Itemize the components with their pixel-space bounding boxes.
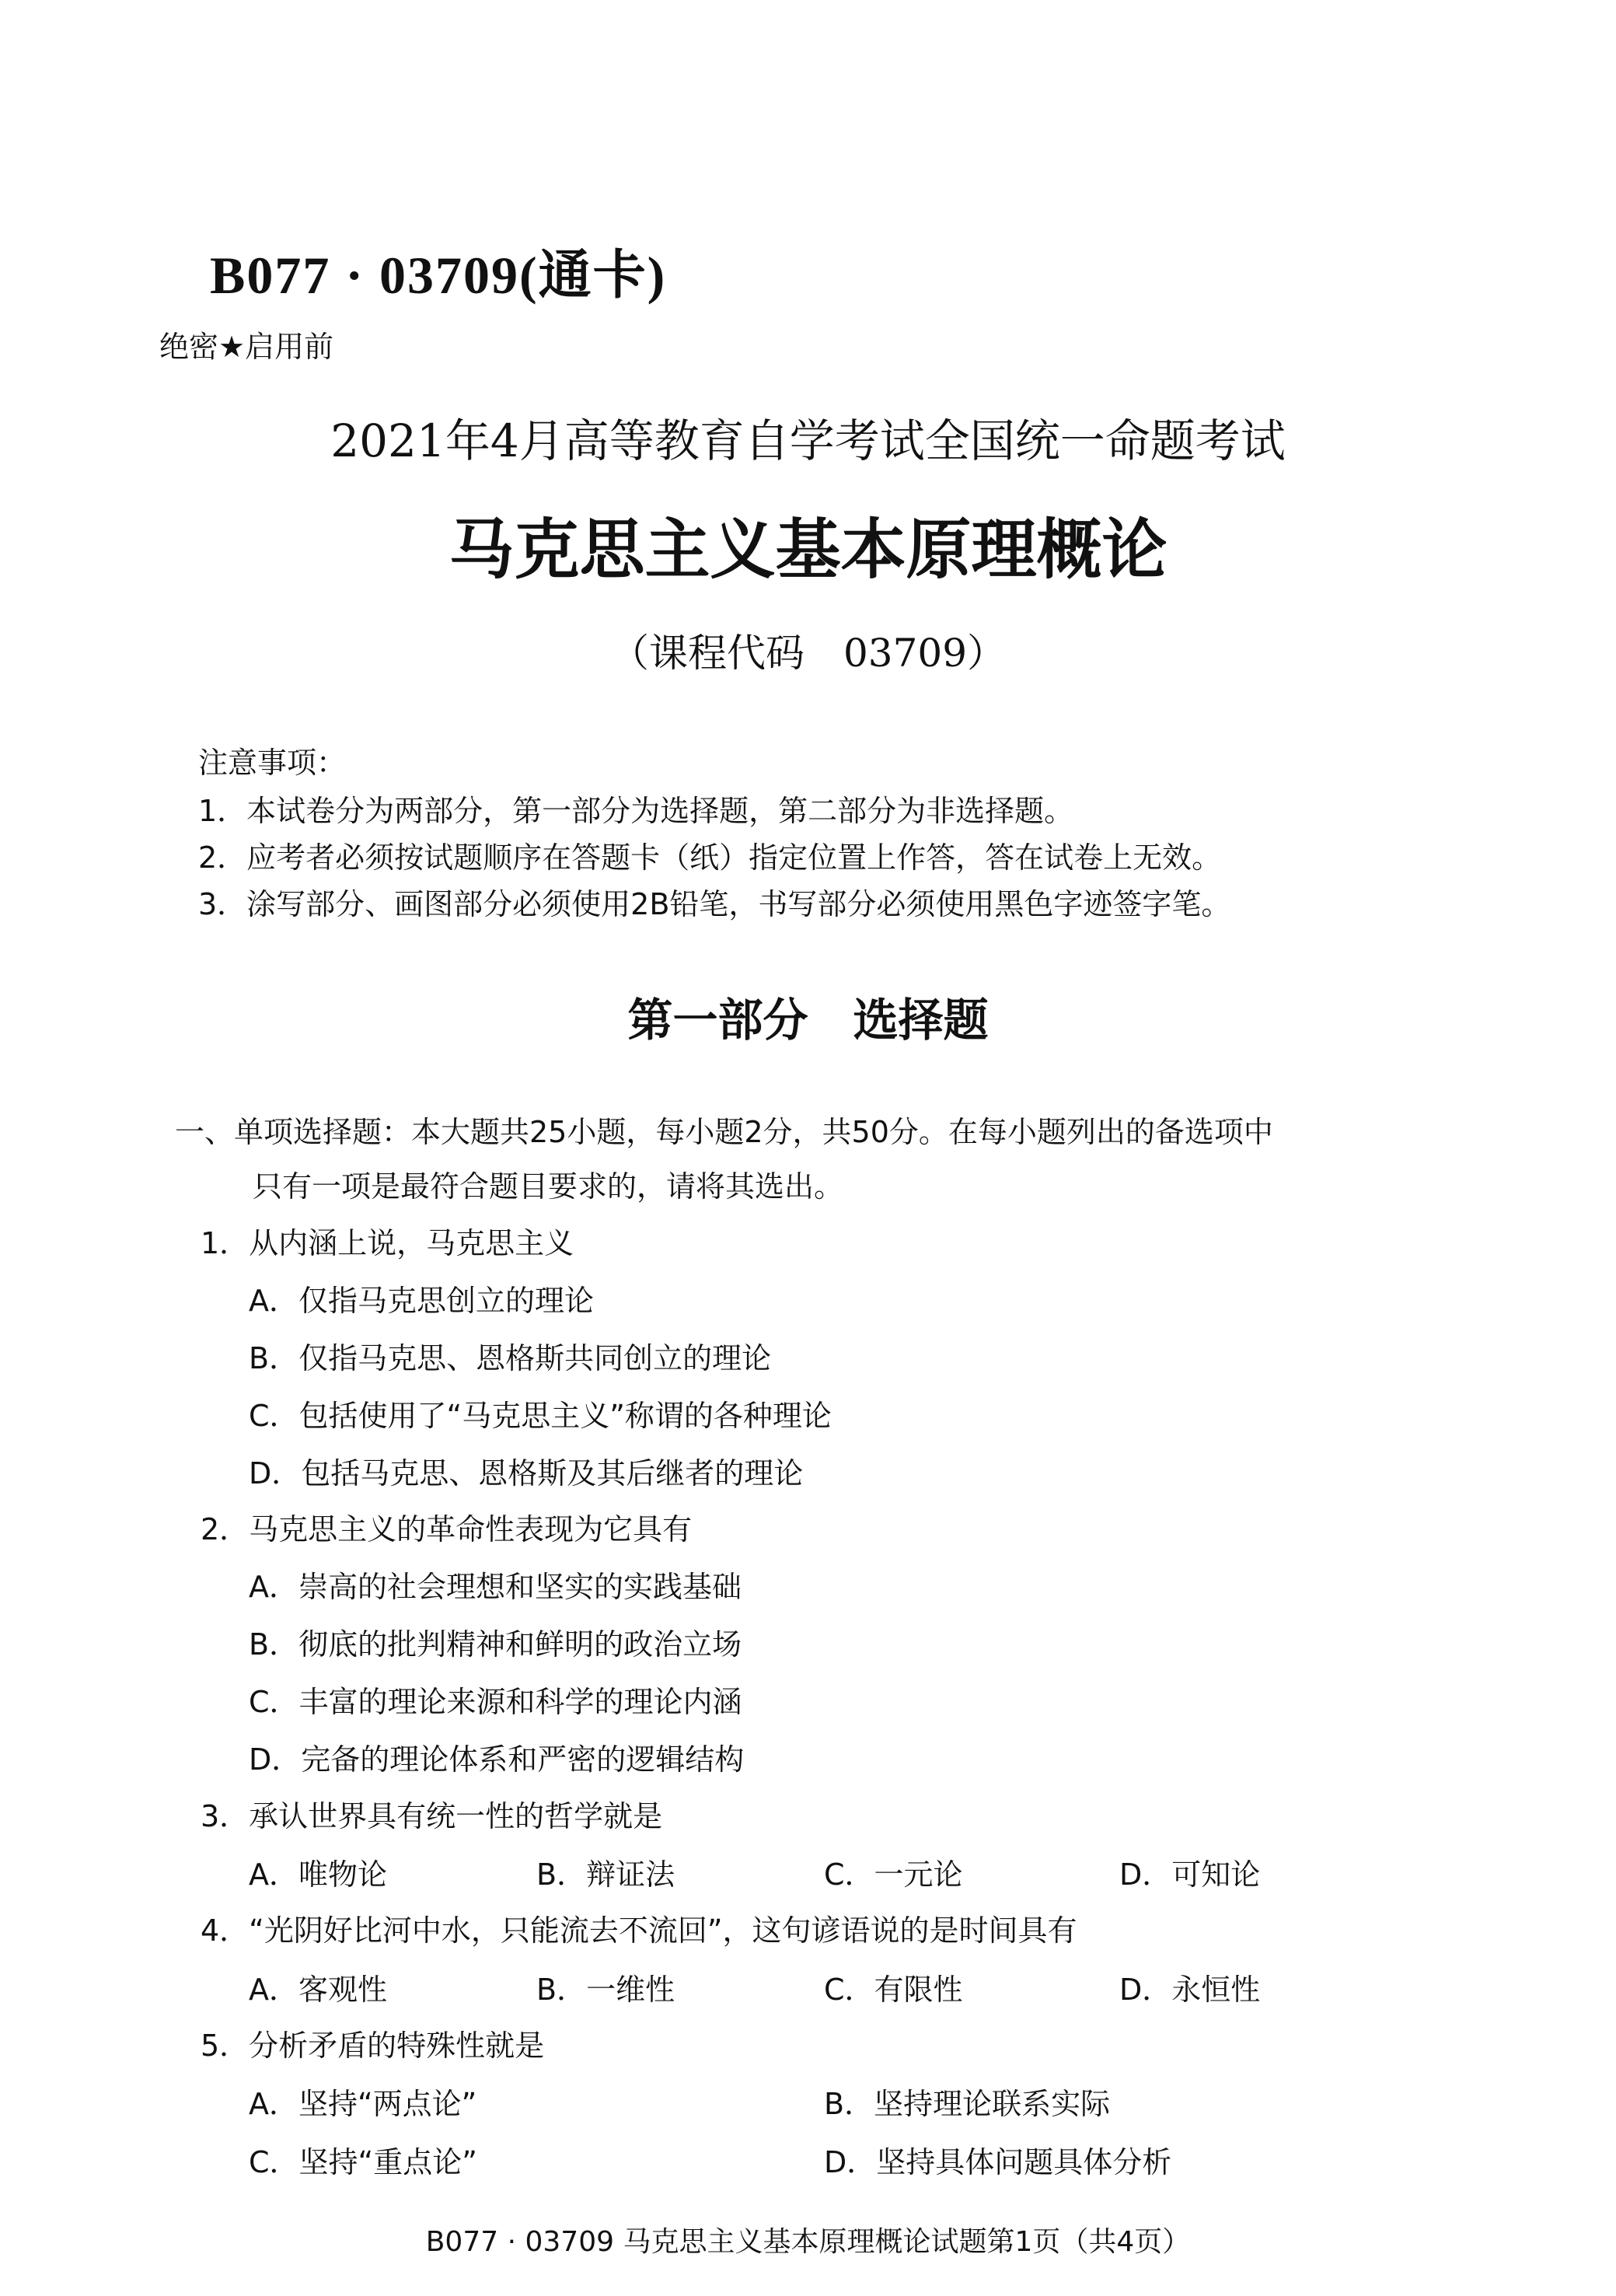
note-item: 3．涂写部分、画图部分必须使用2B铅笔，书写部分必须使用黑色字迹签字笔。 [198, 887, 1231, 921]
question-option: A．崇高的社会理想和坚实的实践基础 [249, 1570, 742, 1604]
question-stem: 2．马克思主义的革命性表现为它具有 [201, 1512, 693, 1546]
question-option: B．仅指马克思、恩格斯共同创立的理论 [249, 1341, 772, 1375]
question-option: D．永恒性 [1119, 1973, 1261, 2007]
question-stem: 3．承认世界具有统一性的哲学就是 [201, 1799, 663, 1833]
page-footer: B077 · 03709 马克思主义基本原理概论试题第1页（共4页） [425, 2226, 1191, 2258]
question-option: C．包括使用了“马克思主义”称谓的各种理论 [249, 1399, 832, 1433]
question-option: A．客观性 [249, 1973, 387, 2007]
question-option: B．坚持理论联系实际 [824, 2087, 1111, 2121]
question-option: D．坚持具体问题具体分析 [824, 2145, 1172, 2179]
notes-title: 注意事项： [198, 746, 347, 780]
question-stem: 1．从内涵上说，马克思主义 [201, 1226, 574, 1260]
secret-label: 绝密★启用前 [159, 330, 334, 364]
exam-title: 2021年4月高等教育自学考试全国统一命题考试 [330, 414, 1286, 467]
question-option: C．坚持“重点论” [249, 2145, 477, 2179]
paper-code: B077 · 03709(通卡) [210, 246, 667, 305]
question-option: A．唯物论 [249, 1857, 387, 1892]
question-option: B．一维性 [536, 1973, 675, 2007]
question-option: A．坚持“两点论” [249, 2087, 477, 2121]
part-intro: 只有一项是最符合题目要求的，请将其选出。 [253, 1169, 844, 1204]
subject-title: 马克思主义基本原理概论 [449, 512, 1167, 588]
question-option: B．彻底的批判精神和鲜明的政治立场 [249, 1627, 742, 1662]
question-option: D．完备的理论体系和严密的逻辑结构 [249, 1742, 745, 1777]
question-stem: 5．分析矛盾的特殊性就是 [201, 2029, 545, 2063]
note-item: 1．本试卷分为两部分，第一部分为选择题，第二部分为非选择题。 [198, 794, 1074, 828]
question-option: C．丰富的理论来源和科学的理论内涵 [249, 1685, 742, 1719]
question-option: D．可知论 [1119, 1857, 1261, 1892]
question-option: C．一元论 [824, 1857, 963, 1892]
question-option: C．有限性 [824, 1973, 963, 2007]
question-option: A．仅指马克思创立的理论 [249, 1284, 594, 1318]
note-item: 2．应考者必须按试题顺序在答题卡（纸）指定位置上作答，答在试卷上无效。 [198, 840, 1222, 875]
question-option: B．辩证法 [536, 1857, 675, 1892]
question-stem: 4．“光阴好比河中水，只能流去不流回”，这句谚语说的是时间具有 [201, 1913, 1077, 1948]
question-option: D．包括马克思、恩格斯及其后继者的理论 [249, 1456, 804, 1490]
course-code: （课程代码 03709） [609, 631, 1007, 676]
part-intro: 一、单项选择题：本大题共25小题，每小题2分，共50分。在每小题列出的备选项中 [175, 1115, 1273, 1149]
section-title: 第一部分 选择题 [627, 994, 989, 1047]
